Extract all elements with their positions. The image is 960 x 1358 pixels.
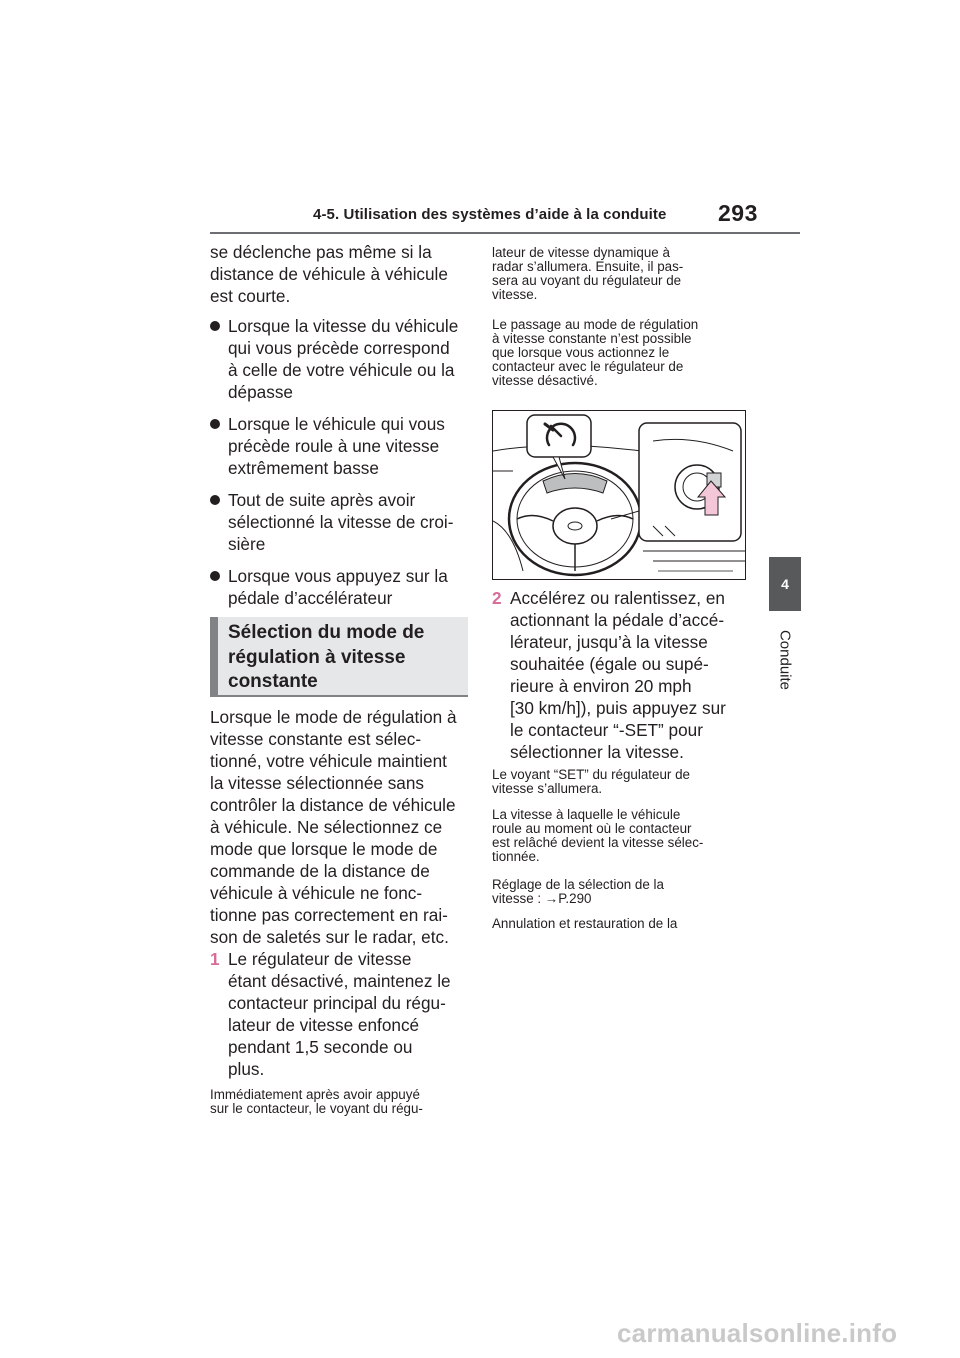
- bullet-item: Lorsque vous appuyez sur la pédale d’accélérateur: [210, 565, 472, 609]
- intro-line: est courte.: [210, 286, 291, 306]
- note-6: Annulation et restauration de la: [492, 916, 678, 931]
- bullet-icon: [210, 495, 220, 505]
- steering-wheel-illustration: [492, 410, 746, 580]
- step-number: 1: [210, 949, 220, 969]
- header-rule: [210, 232, 800, 234]
- page-reference-link[interactable]: vitesse : →P.290: [492, 891, 592, 906]
- bullet-icon: [210, 419, 220, 429]
- note-2: Le passage au mode de régulation à vitesse constante n’est possible que lorsque vous actionnez le contacteur avec le régulateur de vitesse désactivé.: [492, 317, 699, 388]
- section-heading: Sélection du mode de régulation à vitesse constante: [210, 617, 468, 697]
- note-1-continued: lateur de vitesse dynamique à radar s’allumera. Ensuite, il pas- sera au voyant du régulateur de vitesse.: [492, 245, 684, 302]
- bullet-item: Lorsque la vitesse du véhicule qui vous précède correspond à celle de votre véhicule ou la dépasse: [210, 315, 472, 403]
- intro-paragraph: Lorsque le mode de régulation à vitesse constante est sélec- tionné, votre véhicule maintient la vitesse sélectionnée sans contrôler la distance de véhicule à véhicule. Ne sélectionnez ce mode que lorsque le mode de commande de la distance de véhicule à véhicule ne fonc- tionne pas correctement en rai- son de saletés sur le radar, etc.: [210, 707, 457, 947]
- note-5: Réglage de la sélection de la vitesse : →P.290: [492, 878, 754, 906]
- page-number: 293: [718, 200, 758, 226]
- bullet-item: Tout de suite après avoir sélectionné la vitesse de croi- sière: [210, 489, 472, 555]
- note-1: Immédiatement après avoir appuyé sur le contacteur, le voyant du régu-: [210, 1087, 423, 1116]
- step-1: 1 Le régulateur de vitesse étant désactivé, maintenez le contacteur principal du régu- lateur de vitesse enfoncé pendant 1,5 seconde ou plus.: [210, 949, 451, 1079]
- bullet-list: [210, 315, 472, 609]
- bullet-icon: [210, 571, 220, 581]
- intro-line: se déclenche pas même si la: [210, 242, 432, 262]
- section-title: 4-5. Utilisation des systèmes d’aide à la conduite: [313, 206, 667, 223]
- chapter-label: Conduite: [776, 629, 794, 691]
- left-intro: [210, 241, 472, 307]
- note-3: Le voyant “SET” du régulateur de vitesse s’allumera.: [492, 767, 690, 796]
- dashboard-drawing: [493, 411, 745, 579]
- chapter-tab: 4: [769, 557, 801, 611]
- bullet-item: Lorsque le véhicule qui vous précède roule à une vitesse extrêmement basse: [210, 413, 472, 479]
- note-4: La vitesse à laquelle le véhicule roule au moment où le contacteur est relâché devient la vitesse sélec- tionnée.: [492, 807, 704, 864]
- intro-line: distance de véhicule à véhicule: [210, 264, 448, 284]
- step-2: 2 Accélérez ou ralentissez, en actionnant la pédale d’accé- lérateur, jusqu’à la vitesse souhaitée (égale ou supé- rieure à environ 20 mph [30 km/h]), puis appuyez sur le contacteur “-SET” pour sélectionner la vitesse.: [492, 588, 726, 762]
- step-number: 2: [492, 588, 502, 608]
- watermark: carmanualsonline.info: [617, 1318, 898, 1348]
- bullet-icon: [210, 321, 220, 331]
